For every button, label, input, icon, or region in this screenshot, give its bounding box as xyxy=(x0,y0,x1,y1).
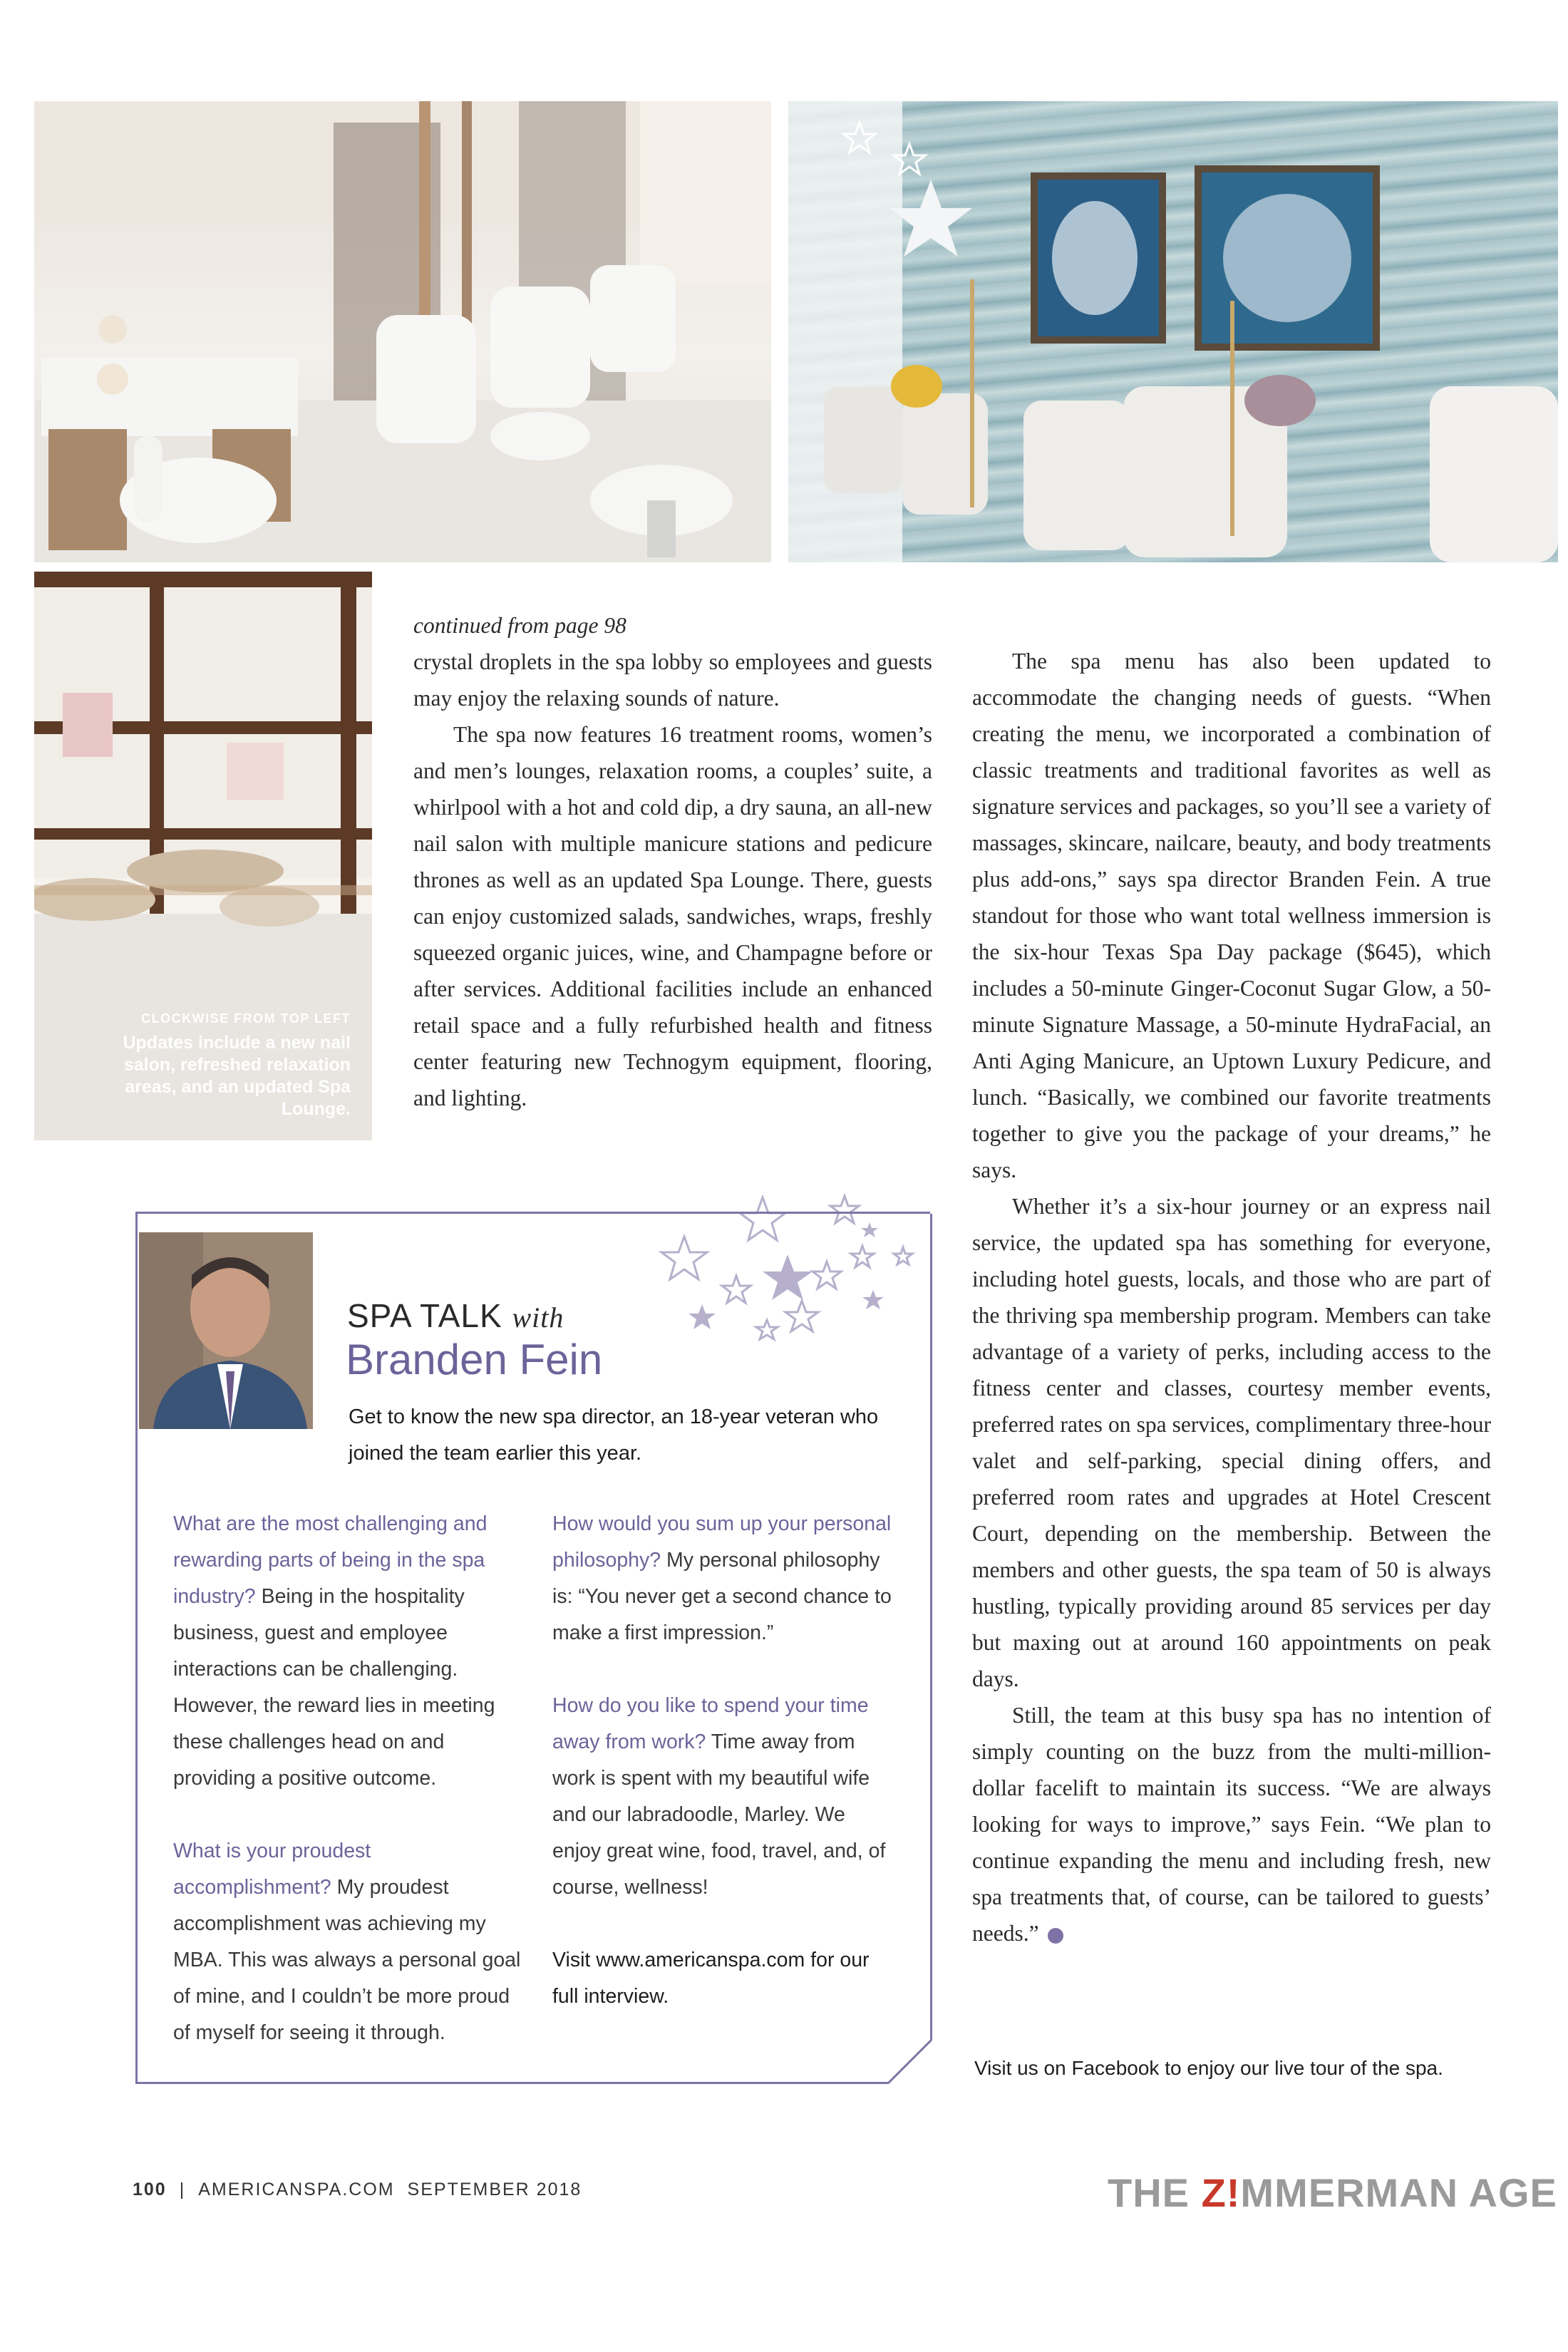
article-paragraph: The spa menu has also been updated to accommodate the changing needs of guests. “When creating the menu, we incorporated a combination of classic treatments and traditional favorites as well as signature services and packages, so you’ll see a variety of massages, skincare, nailcare, beauty, and body treatments plus add-ons,” says spa director Branden Fein. A true standout for those who want total wellness immersion is the six-hour Texas Spa Day package ($645), which includes a 50-minute Ginger-Coconut Sugar Glow, a 50-minute Signature Massage, a 50-minute HydraFacial, an Anti Aging Manicure, an Uptown Luxury Pedicure, and lunch. “Basically, we combined our favorite treatments together to give you the package of your dreams,” he says. xyxy=(972,649,1491,1182)
portrait-photo xyxy=(139,1232,313,1429)
caption-heading: CLOCKWISE FROM TOP LEFT xyxy=(141,1011,351,1026)
agency-logo xyxy=(1108,2170,1557,2216)
spa-talk-sidebar xyxy=(135,1212,930,2084)
end-mark-icon xyxy=(1048,1928,1063,1944)
article-paragraph-final xyxy=(972,1697,1491,1951)
lounge-illustration xyxy=(788,101,1558,562)
footer-date: SEPTEMBER 2018 xyxy=(407,2180,582,2199)
facebook-tour-line: Visit us on Facebook to enjoy our live tour of the spa. xyxy=(974,2057,1443,2079)
article-paragraph: crystal droplets in the spa lobby so employees and guests may enjoy the relaxing sounds of nature. xyxy=(413,649,932,711)
agency-the: THE xyxy=(1108,2170,1202,2215)
qa-question: How would you sum up your personal philosophy? xyxy=(552,1512,892,1572)
qa-item xyxy=(173,1833,530,2051)
page-footer xyxy=(133,2180,582,2200)
agency-rest: MMERMAN AGE xyxy=(1240,2170,1557,2215)
photo-relaxation-lounge xyxy=(788,101,1558,562)
qa-question: What is your proudest accomplishment? xyxy=(173,1840,371,1899)
qa-question: What are the most challenging and rewarding parts of being in the spa industry? xyxy=(173,1512,488,1608)
sidebar-border xyxy=(930,1214,932,2041)
qa-column-right xyxy=(552,1506,894,2051)
full-interview-link-text: Visit www.americanspa.com for our full interview. xyxy=(552,1949,870,2008)
article-column-right xyxy=(972,643,1491,1951)
qa-question: How do you like to spend your time away from work? xyxy=(552,1694,869,1753)
qa-item xyxy=(173,1506,530,1797)
footer-separator: | xyxy=(179,2180,186,2199)
footer-site: AMERICANSPA.COM xyxy=(198,2180,395,2199)
agency-z: Z! xyxy=(1201,2170,1241,2215)
photo-caption xyxy=(94,1011,351,1120)
sidebar-corner-cut xyxy=(888,2040,932,2084)
qa-answer: My proudest accomplishment was achieving my MBA. This was always a personal goal of mine, and I couldn’t be more proud of myself for seeing it through. xyxy=(173,1876,521,2044)
qa-answer: Being in the hospitality business, guest and employee interactions can be challenging. However, the reward lies in meeting these challenges head on and providing a positive outcome. xyxy=(173,1585,495,1790)
qa-column-left xyxy=(173,1506,530,2088)
qa-item xyxy=(552,1688,894,1906)
caption-text: Updates include a new nail salon, refreshed relaxation areas, and an updated Spa Lounge. xyxy=(123,1033,351,1119)
spa-talk-with: with xyxy=(512,1301,564,1334)
interviewee-name: Branden Fein xyxy=(346,1336,603,1383)
photo-nail-salon xyxy=(34,101,771,562)
nail-salon-illustration xyxy=(34,101,771,562)
article-paragraph: Whether it’s a six-hour journey or an express nail service, the updated spa has something for everyone, including hotel guests, locals, and those who are part of the thriving spa membership program. Members can take advantage of a variety of perks, including access to the fitness center and classes, courtesy member events, preferred rates on spa services, complimentary three-hour valet and self-parking, special dining offers, and preferred room rates and upgrades at Hotel Crescent Court, depending on the membership. Between the members and other guests, the spa team of 50 is always hustling, typically providing around 85 services per day but maxing out at around 160 appointments on peak days. xyxy=(972,1194,1491,1691)
spa-talk-label: SPA TALK xyxy=(347,1297,502,1334)
qa-answer: My personal philosophy is: “You never get a second chance to make a first impression.” xyxy=(552,1549,892,1644)
article-column-middle xyxy=(413,607,932,1116)
spa-talk-heading xyxy=(347,1296,564,1335)
continued-note: continued from page 98 xyxy=(413,613,626,638)
qa-answer: Time away from work is spent with my beautiful wife and our labradoodle, Marley. We enjoy great wine, food, travel, and, of course, wellness! xyxy=(552,1731,886,1899)
photo-spa-lounge xyxy=(34,572,372,1140)
page-number: 100 xyxy=(133,2180,167,2199)
article-paragraph: The spa now features 16 treatment rooms, women’s and men’s lounges, relaxation rooms, a couples’ suite, a whirlpool with a hot and cold dip, a dry sauna, an all-new nail salon with multiple manicure stations and pedicure thrones as well as an updated Spa Lounge. There, guests can enjoy customized salads, sandwiches, wraps, freshly squeezed organic juices, wine, and Champagne before or after services. Additional facilities include an enhanced retail space and a fully refurbished health and fitness center featuring new Technogym equipment, flooring, and lighting. xyxy=(413,722,932,1110)
article-final-text: Still, the team at this busy spa has no intention of simply counting on the buzz from the multi-million-dollar facelift to maintain its success. “We are always looking for ways to improve,” says Fein. “We plan to continue expanding the menu and including fresh, new spa treatments that, of course, can be tailored to guests’ needs.” xyxy=(972,1703,1491,1946)
portrait-illustration xyxy=(139,1232,313,1429)
qa-item xyxy=(552,1506,894,1651)
interview-intro: Get to know the new spa director, an 18-year veteran who joined the team earlier this year. xyxy=(349,1405,879,1465)
